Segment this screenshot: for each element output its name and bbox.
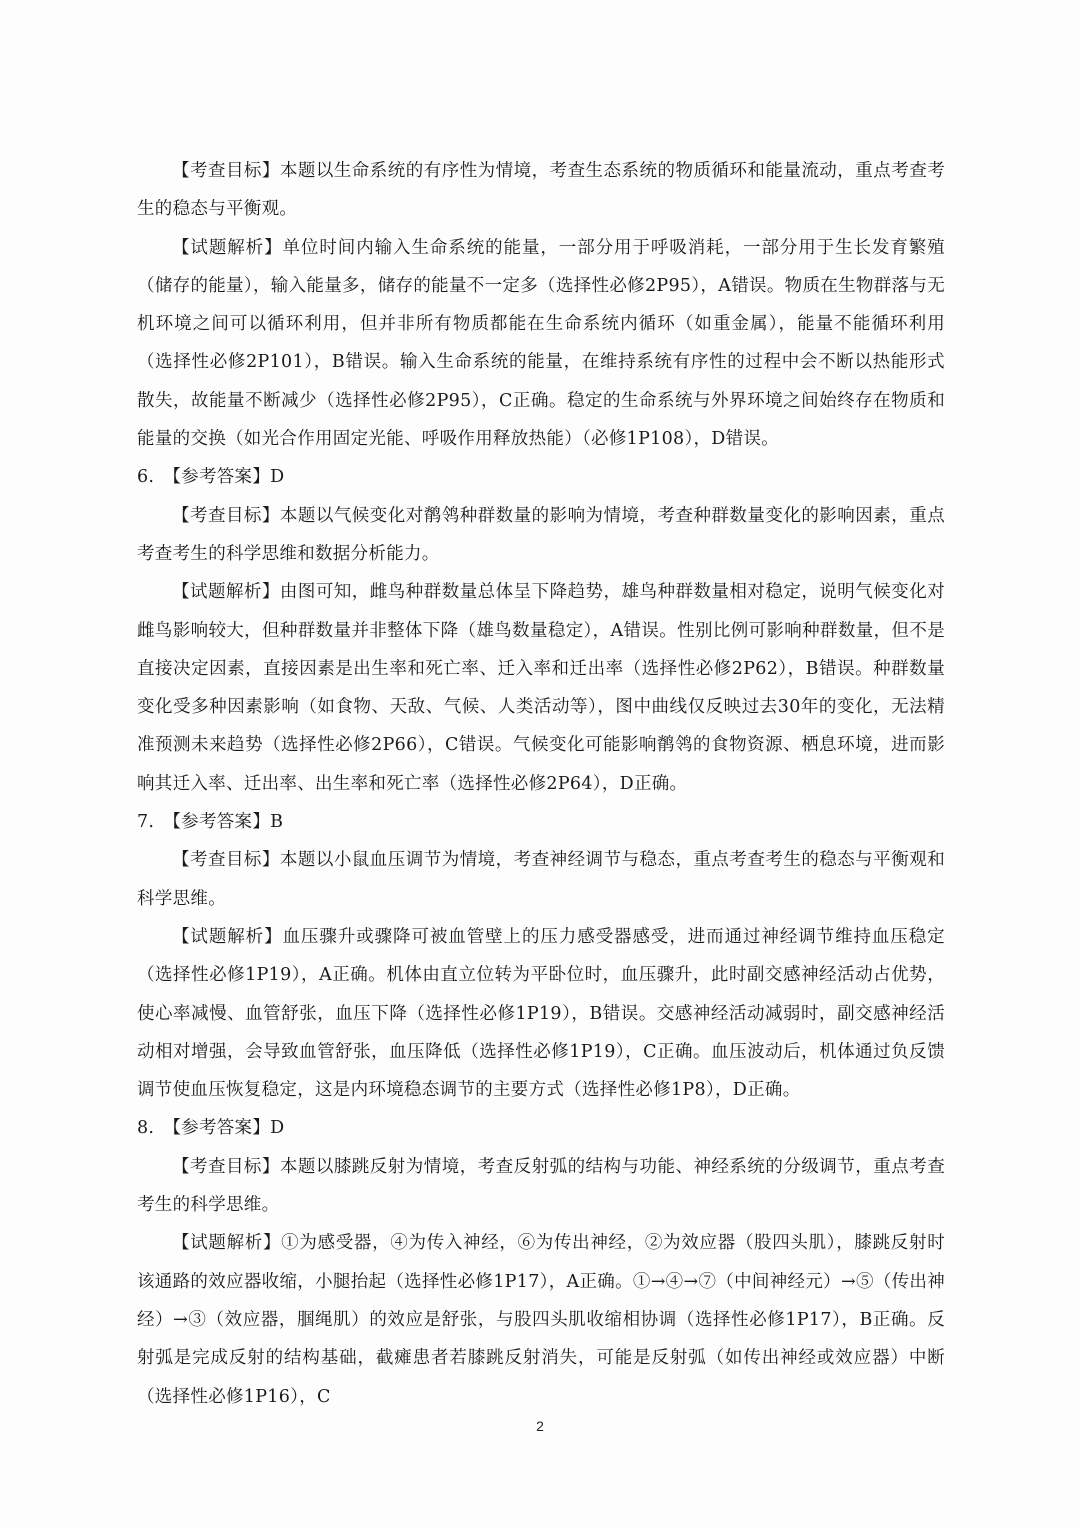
paragraph-analysis-5: 【试题解析】单位时间内输入生命系统的能量，一部分用于呼吸消耗，一部分用于生长发育繁殖（储存的能量），输入能量多，储存的能量不一定多（选择性必修2P95），A错误。物质在生物群落与无机环境之间可以循环利用，但并非所有物质都能在生命系统内循环（如重金属），能量不能循环利用（选择性必修2P101），B错误。输入生命系统的能量，在维持系统有序性的过程中会不断以热能形式散失，故能量不断减少（选择性必修2P95），C正确。稳定的生命系统与外界环境之间始终存在物质和能量的交换（如光合作用固定光能、呼吸作用释放热能）（必修1P108），D错误。 (137, 237, 945, 450)
page-number: 2 (536, 1418, 544, 1434)
paragraph-analysis-7: 【试题解析】血压骤升或骤降可被血管壁上的压力感受器感受，进而通过神经调节维持血压稳定（选择性必修1P19），A正确。机体由直立位转为平卧位时，血压骤升，此时副交感神经活动占优势，使心率减慢、血管舒张，血压下降（选择性必修1P19），B错误。交感神经活动减弱时，副交感神经活动相对增强，会导致血管舒张，血压降低（选择性必修1P19），C正确。血压波动后，机体通过负反馈调节使血压恢复稳定，这是内环境稳态调节的主要方式（选择性必修1P8），D正确。 (137, 926, 945, 1101)
paragraph-objective-6: 【考查目标】本题以气候变化对鹡鸰种群数量的影响为情境，考查种群数量变化的影响因素，重点考查考生的科学思维和数据分析能力。 (137, 505, 945, 564)
paragraph-objective-8: 【考查目标】本题以膝跳反射为情境，考查反射弧的结构与功能、神经系统的分级调节，重点考查考生的科学思维。 (137, 1156, 945, 1216)
paragraph-objective-5: 【考查目标】本题以生命系统的有序性为情境，考查生态系统的物质循环和能量流动，重点考查考生的稳态与平衡观。 (137, 161, 945, 220)
document-body (137, 152, 945, 1416)
answer-heading-7: 7. 【参考答案】B (137, 812, 284, 833)
answer-heading-8: 8. 【参考答案】D (137, 1118, 285, 1139)
paragraph-analysis-6: 【试题解析】由图可知，雌鸟种群数量总体呈下降趋势，雄鸟种群数量相对稳定，说明气候变化对雌鸟影响较大，但种群数量并非整体下降（雄鸟数量稳定），A错误。性别比例可影响种群数量，但不是直接决定因素，直接因素是出生率和死亡率、迁入率和迁出率（选择性必修2P62），B错误。种群数量变化受多种因素影响（如食物、天敌、气候、人类活动等），图中曲线仅反映过去30年的变化，无法精准预测未来趋势（选择性必修2P66），C错误。气候变化可能影响鹡鸰的食物资源、栖息环境，进而影响其迁入率、迁出率、出生率和死亡率（选择性必修2P64），D正确。 (137, 582, 945, 794)
paragraph-analysis-8: 【试题解析】①为感受器，④为传入神经，⑥为传出神经，②为效应器（股四头肌），膝跳反射时该通路的效应器收缩，小腿抬起（选择性必修1P17），A正确。①→④→⑦（中间神经元）→⑤（传出神经）→③（效应器，腘绳肌）的效应是舒张，与股四头肌收缩相协调（选择性必修1P17），B正确。反射弧是完成反射的结构基础，截瘫患者若膝跳反射消失，可能是反射弧（如传出神经或效应器）中断（选择性必修1P16），C (137, 1233, 945, 1407)
answer-heading-6: 6. 【参考答案】D (137, 467, 285, 488)
paragraph-objective-7: 【考查目标】本题以小鼠血压调节为情境，考查神经调节与稳态，重点考查考生的稳态与平衡观和科学思维。 (137, 850, 945, 909)
